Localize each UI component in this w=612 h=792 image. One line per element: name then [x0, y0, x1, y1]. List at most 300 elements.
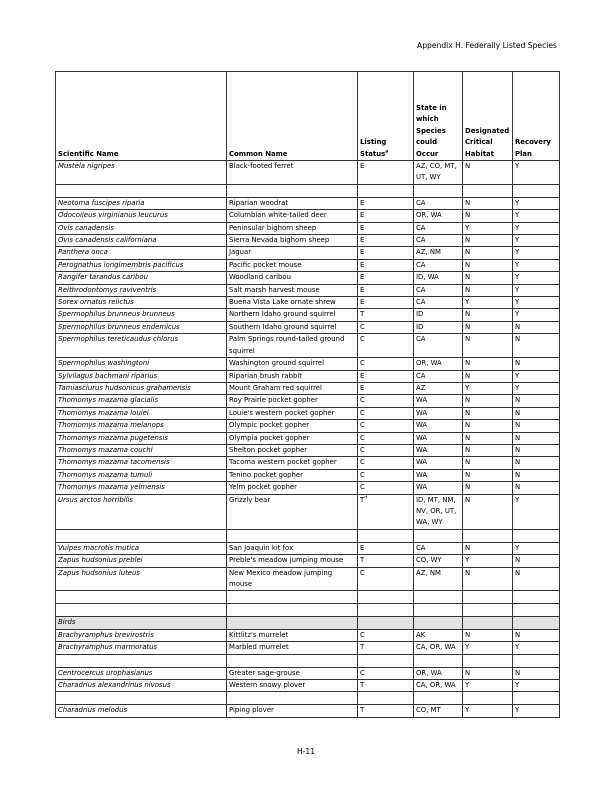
cell-text: N: [465, 568, 471, 577]
table-row: [56, 555, 560, 567]
cell-text: Brachyramphus brevirostris: [58, 630, 154, 639]
critical-habitat-cell: [463, 420, 513, 432]
cell-text: OR, WA: [416, 359, 442, 368]
cell-text: N: [515, 408, 521, 417]
state-cell: [414, 321, 463, 333]
critical-habitat-cell: [463, 321, 513, 333]
cell-text: Olympia pocket gopher: [229, 433, 310, 442]
common-name-cell: [227, 667, 358, 679]
state-cell: [414, 247, 463, 259]
table-row: [56, 382, 560, 394]
scientific-name-cell: [56, 247, 227, 259]
column-header-label: Listing Status: [360, 138, 387, 158]
cell-text: Tenino pocket gopher: [229, 470, 303, 479]
cell-text: CO, WY: [416, 556, 442, 565]
table-row: [56, 161, 560, 185]
common-name-cell: [227, 705, 358, 717]
cell-text: Y: [515, 273, 520, 282]
critical-habitat-cell: [463, 184, 513, 197]
recovery-plan-cell: [513, 654, 560, 667]
cell-text: N: [465, 543, 471, 552]
critical-habitat-cell: [463, 469, 513, 481]
recovery-plan-cell: [513, 692, 560, 705]
cell-text: Spermophilus brunneus brunneus: [58, 310, 175, 319]
listing-status-cell: [358, 529, 414, 542]
scientific-name-cell: [56, 482, 227, 494]
cell-text: N: [465, 248, 471, 257]
common-name-cell: [227, 272, 358, 284]
state-cell: [414, 407, 463, 419]
cell-text: N: [465, 260, 471, 269]
common-name-cell: [227, 407, 358, 419]
common-name-cell: [227, 604, 358, 617]
cell-text: E: [360, 383, 365, 392]
cell-text: CA: [416, 223, 426, 232]
cell-text: Woodland caribou: [229, 273, 291, 282]
state-cell: [414, 432, 463, 444]
recovery-plan-cell: [513, 629, 560, 641]
table-row: [56, 235, 560, 247]
cell-text: E: [360, 298, 365, 307]
table-row: [56, 297, 560, 309]
cell-text: San Joaquin kit fox: [229, 543, 294, 552]
cell-text: N: [515, 322, 521, 331]
listing-status-cell: [358, 284, 414, 296]
cell-text: Y: [515, 236, 520, 245]
state-cell: [414, 667, 463, 679]
cell-text: Y: [515, 211, 520, 220]
cell-text: CA: [416, 198, 426, 207]
critical-habitat-cell: [463, 555, 513, 567]
cell-text: Panthera onca: [58, 248, 108, 257]
cell-text: C: [360, 421, 365, 430]
common-name-cell: [227, 297, 358, 309]
cell-text: Spermophilus washingtoni: [58, 359, 150, 368]
cell-text: Palm Springs round-tailed ground squirrel: [229, 335, 345, 355]
listing-status-cell: [358, 161, 414, 185]
cell-text: ID: [416, 322, 424, 331]
recovery-plan-cell: [513, 210, 560, 222]
cell-text: T: [360, 556, 365, 565]
state-cell: [414, 469, 463, 481]
cell-text: Yelm pocket gopher: [229, 483, 298, 492]
cell-text: Preble's meadow jumping mouse: [229, 556, 344, 565]
cell-text: N: [465, 630, 471, 639]
cell-text: Reithrodontomys raviventris: [58, 285, 157, 294]
table-row: [56, 444, 560, 456]
table-row: [56, 680, 560, 692]
cell-text: WA: [416, 408, 428, 417]
scientific-name-cell: [56, 284, 227, 296]
recovery-plan-cell: [513, 591, 560, 604]
table-row: [56, 321, 560, 333]
listing-status-cell: [358, 617, 414, 629]
scientific-name-cell: [56, 567, 227, 591]
scientific-name-cell: [56, 555, 227, 567]
table-row: [56, 407, 560, 419]
listing-status-cell: [358, 469, 414, 481]
recovery-plan-cell: [513, 494, 560, 529]
common-name-cell: [227, 567, 358, 591]
critical-habitat-cell: [463, 247, 513, 259]
cell-text: Y: [515, 495, 520, 504]
section-header-row: [56, 617, 560, 629]
critical-habitat-cell: [463, 457, 513, 469]
table-row: [56, 370, 560, 382]
state-cell: [414, 334, 463, 358]
table-row: [56, 667, 560, 679]
cell-text: Mount Graham red squirrel: [229, 383, 322, 392]
cell-text: WA: [416, 396, 428, 405]
common-name-cell: [227, 494, 358, 529]
cell-text: C: [360, 630, 365, 639]
cell-text: N: [515, 433, 521, 442]
cell-text: Y: [465, 681, 470, 690]
cell-text: Northern Idaho ground squirrel: [229, 310, 336, 319]
scientific-name-cell: [56, 494, 227, 529]
listing-status-cell: [358, 222, 414, 234]
table-row: [56, 705, 560, 717]
scientific-name-cell: [56, 420, 227, 432]
listing-status-cell: [358, 642, 414, 654]
state-cell: [414, 382, 463, 394]
cell-text: Tacoma western pocket gopher: [229, 458, 337, 467]
cell-text: Thomomys mazama louiei: [58, 408, 149, 417]
common-name-cell: [227, 334, 358, 358]
listing-status-cell: [358, 432, 414, 444]
scientific-name-cell: [56, 680, 227, 692]
cell-text: CA: [416, 371, 426, 380]
table-row: [56, 358, 560, 370]
state-cell: [414, 642, 463, 654]
cell-text: N: [465, 371, 471, 380]
listing-status-cell: [358, 482, 414, 494]
common-name-cell: [227, 321, 358, 333]
cell-text: N: [465, 458, 471, 467]
common-name-cell: [227, 197, 358, 209]
scientific-name-cell: [56, 705, 227, 717]
cell-text: Y: [515, 383, 520, 392]
cell-text: WA: [416, 458, 428, 467]
critical-habitat-cell: [463, 395, 513, 407]
recovery-plan-cell: [513, 407, 560, 419]
cell-text: Charadrius melodus: [58, 706, 128, 715]
common-name-cell: [227, 420, 358, 432]
cell-text: E: [360, 198, 365, 207]
critical-habitat-cell: [463, 642, 513, 654]
column-header: Recovery Plan: [513, 72, 560, 161]
recovery-plan-cell: [513, 680, 560, 692]
cell-text: N: [465, 198, 471, 207]
cell-text: Southern Idaho ground squirrel: [229, 322, 337, 331]
state-cell: [414, 542, 463, 554]
state-cell: [414, 272, 463, 284]
page-header: Appendix H. Federally Listed Species: [417, 41, 557, 50]
recovery-plan-cell: [513, 542, 560, 554]
state-cell: [414, 259, 463, 271]
scientific-name-cell: [56, 297, 227, 309]
column-header: Designated Critical Habitat: [463, 72, 513, 161]
cell-text: Odocoileus virginianus leucurus: [58, 211, 168, 220]
cell-text: Neotoma fuscipes riparia: [58, 198, 145, 207]
listing-status-cell: [358, 604, 414, 617]
scientific-name-cell: [56, 370, 227, 382]
cell-text: AK: [416, 630, 426, 639]
common-name-cell: [227, 309, 358, 321]
state-cell: [414, 692, 463, 705]
recovery-plan-cell: [513, 432, 560, 444]
listing-status-cell: [358, 259, 414, 271]
state-cell: [414, 529, 463, 542]
cell-text: T: [360, 495, 365, 504]
recovery-plan-cell: [513, 529, 560, 542]
recovery-plan-cell: [513, 382, 560, 394]
common-name-cell: [227, 617, 358, 629]
critical-habitat-cell: [463, 654, 513, 667]
cell-text: Ovis canadensis californiana: [58, 236, 157, 245]
cell-text: N: [515, 458, 521, 467]
recovery-plan-cell: [513, 297, 560, 309]
table-header-row: [56, 72, 560, 161]
cell-text: Sorex ornatus relictus: [58, 298, 134, 307]
cell-text: Thomomys mazama melanops: [58, 421, 164, 430]
cell-text: Thomomys mazama tumuli: [58, 470, 153, 479]
recovery-plan-cell: [513, 555, 560, 567]
scientific-name-cell: [56, 272, 227, 284]
cell-text: Riparian brush rabbit: [229, 371, 302, 380]
cell-text: CO, MT: [416, 706, 441, 715]
recovery-plan-cell: [513, 358, 560, 370]
common-name-cell: [227, 482, 358, 494]
listing-status-cell: [358, 358, 414, 370]
state-cell: [414, 444, 463, 456]
cell-text: Rangifer tarandus caribou: [58, 273, 148, 282]
cell-text: T: [360, 681, 365, 690]
cell-text: N: [515, 556, 521, 565]
common-name-cell: [227, 222, 358, 234]
cell-text: AZ, NM: [416, 248, 441, 257]
scientific-name-cell: [56, 309, 227, 321]
table-row: [56, 272, 560, 284]
cell-text: N: [515, 335, 521, 344]
cell-text: C: [360, 568, 365, 577]
cell-text: Zapus hudsonius luteus: [58, 568, 140, 577]
cell-text: Y: [465, 223, 470, 232]
critical-habitat-cell: [463, 382, 513, 394]
common-name-cell: [227, 432, 358, 444]
cell-text: Thomomys mazama couchi: [58, 445, 153, 454]
state-cell: [414, 161, 463, 185]
listing-status-cell: [358, 370, 414, 382]
cell-text: C: [360, 445, 365, 454]
listing-status-cell: [358, 591, 414, 604]
common-name-cell: [227, 542, 358, 554]
critical-habitat-cell: [463, 370, 513, 382]
state-cell: [414, 567, 463, 591]
scientific-name-cell: [56, 407, 227, 419]
cell-text: CA: [416, 335, 426, 344]
listing-status-cell: [358, 334, 414, 358]
cell-text: C: [360, 322, 365, 331]
cell-text: E: [360, 248, 365, 257]
critical-habitat-cell: [463, 692, 513, 705]
cell-text: Pacific pocket mouse: [229, 260, 302, 269]
critical-habitat-cell: [463, 617, 513, 629]
critical-habitat-cell: [463, 444, 513, 456]
cell-text: C: [360, 396, 365, 405]
cell-text: Y: [465, 643, 470, 652]
cell-text: N: [465, 273, 471, 282]
cell-text: N: [465, 421, 471, 430]
scientific-name-cell: [56, 235, 227, 247]
cell-text: Piping plover: [229, 706, 274, 715]
recovery-plan-cell: [513, 457, 560, 469]
cell-text: Perognathus longimembris pacificus: [58, 260, 184, 269]
page-number: H-11: [296, 747, 316, 756]
table-row: [56, 259, 560, 271]
cell-text: CA, OR, WA: [416, 681, 456, 690]
common-name-cell: [227, 210, 358, 222]
state-cell: [414, 235, 463, 247]
table-row: [56, 222, 560, 234]
listing-status-cell: [358, 542, 414, 554]
listing-status-cell: [358, 309, 414, 321]
listing-status-cell: [358, 444, 414, 456]
cell-text: N: [465, 495, 471, 504]
state-cell: [414, 395, 463, 407]
cell-text: N: [465, 236, 471, 245]
cell-text: Brachyramphus marmoratus: [58, 643, 158, 652]
cell-text: Ovis canadensis: [58, 223, 114, 232]
listing-status-cell: [358, 420, 414, 432]
species-table: [55, 71, 560, 718]
cell-text: Y: [515, 706, 520, 715]
listing-status-cell: [358, 247, 414, 259]
table-row: [56, 604, 560, 617]
listing-status-cell: [358, 297, 414, 309]
common-name-cell: [227, 591, 358, 604]
listing-status-cell: [358, 667, 414, 679]
cell-text: N: [515, 396, 521, 405]
cell-text: C: [360, 668, 365, 677]
cell-text: N: [465, 359, 471, 368]
cell-text: AZ: [416, 383, 426, 392]
table-row: [56, 210, 560, 222]
cell-text: Greater sage-grouse: [229, 668, 300, 677]
critical-habitat-cell: [463, 629, 513, 641]
recovery-plan-cell: [513, 567, 560, 591]
cell-text: Y: [465, 706, 470, 715]
scientific-name-cell: [56, 432, 227, 444]
table-row: [56, 692, 560, 705]
scientific-name-cell: [56, 259, 227, 271]
cell-text: N: [515, 445, 521, 454]
recovery-plan-cell: [513, 222, 560, 234]
cell-text: Western snowy plover: [229, 681, 306, 690]
cell-text: Tamiasciurus hudsonicus grahamensis: [58, 383, 191, 392]
cell-text: Riparian woodrat: [229, 198, 289, 207]
cell-text: Marbled murrelet: [229, 643, 289, 652]
cell-text: OR, WA: [416, 668, 442, 677]
cell-text: Thomomys mazama yelmensis: [58, 483, 165, 492]
recovery-plan-cell: [513, 309, 560, 321]
state-cell: [414, 482, 463, 494]
state-cell: [414, 555, 463, 567]
scientific-name-cell: [56, 667, 227, 679]
recovery-plan-cell: [513, 272, 560, 284]
cell-text: Olympic pocket gopher: [229, 421, 310, 430]
cell-text: New Mexico meadow jumping mouse: [229, 568, 333, 588]
cell-text: WA: [416, 421, 428, 430]
common-name-cell: [227, 382, 358, 394]
scientific-name-cell: [56, 444, 227, 456]
cell-text: CA: [416, 543, 426, 552]
critical-habitat-cell: [463, 567, 513, 591]
common-name-cell: [227, 395, 358, 407]
scientific-name-cell: [56, 161, 227, 185]
state-cell: [414, 222, 463, 234]
cell-text: N: [515, 568, 521, 577]
listing-status-cell: [358, 680, 414, 692]
cell-text: E: [360, 236, 365, 245]
recovery-plan-cell: [513, 370, 560, 382]
recovery-plan-cell: [513, 184, 560, 197]
state-cell: [414, 654, 463, 667]
cell-text: Thomomys mazama pugetensis: [58, 433, 168, 442]
recovery-plan-cell: [513, 284, 560, 296]
common-name-cell: [227, 692, 358, 705]
critical-habitat-cell: [463, 358, 513, 370]
listing-status-cell: [358, 654, 414, 667]
cell-text: C: [360, 483, 365, 492]
common-name-cell: [227, 654, 358, 667]
table-row: [56, 469, 560, 481]
recovery-plan-cell: [513, 197, 560, 209]
table-row: [56, 395, 560, 407]
cell-text: Jaguar: [229, 248, 252, 257]
listing-status-cell: [358, 692, 414, 705]
recovery-plan-cell: [513, 395, 560, 407]
state-cell: [414, 297, 463, 309]
cell-text: Sierra Nevada bighorn sheep: [229, 236, 330, 245]
state-cell: [414, 680, 463, 692]
common-name-cell: [227, 444, 358, 456]
cell-text: E: [360, 223, 365, 232]
cell-text: CA: [416, 236, 426, 245]
state-cell: [414, 705, 463, 717]
table-row: [56, 309, 560, 321]
common-name-cell: [227, 370, 358, 382]
cell-text: Y: [515, 285, 520, 294]
recovery-plan-cell: [513, 161, 560, 185]
state-cell: [414, 309, 463, 321]
cell-text: E: [360, 543, 365, 552]
common-name-cell: [227, 457, 358, 469]
cell-text: Centrocercus urophasianus: [58, 668, 153, 677]
cell-text: CA: [416, 285, 426, 294]
critical-habitat-cell: [463, 604, 513, 617]
cell-text: N: [465, 445, 471, 454]
critical-habitat-cell: [463, 494, 513, 529]
cell-text: E: [360, 285, 365, 294]
cell-text: Thomomys mazama tacomensis: [58, 458, 170, 467]
listing-status-cell: [358, 210, 414, 222]
cell-text: ID: [416, 310, 424, 319]
column-header: [358, 72, 414, 161]
table-row: [56, 432, 560, 444]
state-cell: [414, 617, 463, 629]
recovery-plan-cell: [513, 334, 560, 358]
